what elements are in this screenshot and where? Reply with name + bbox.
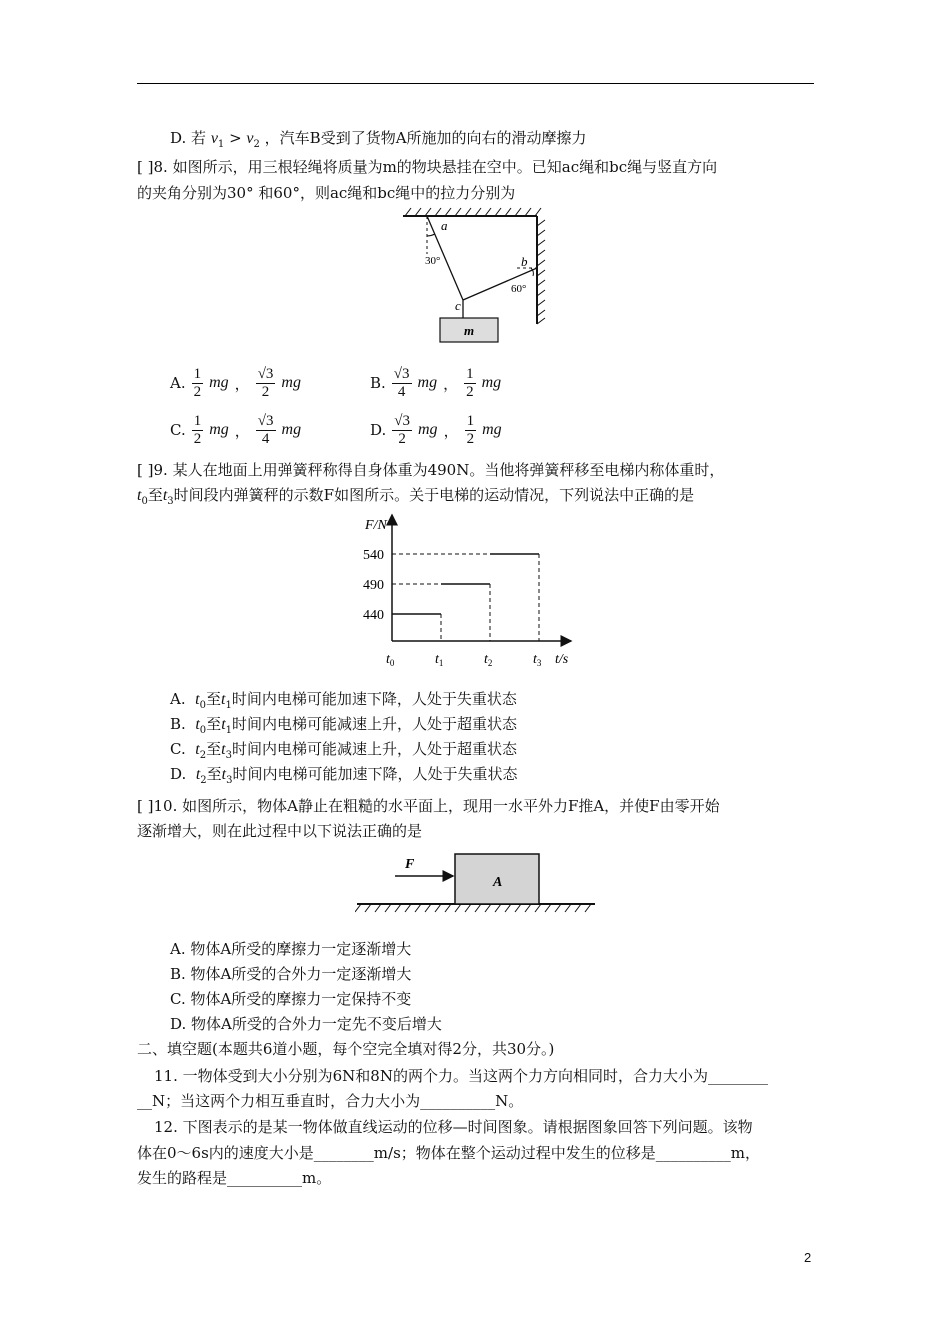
t-sub: 2 <box>200 775 207 786</box>
q8-rope-figure <box>395 206 555 348</box>
option-letter: C. <box>170 740 186 758</box>
page-number: 2 <box>804 1250 812 1265</box>
numerator: √3 <box>393 365 410 382</box>
wall-hatch <box>537 220 545 324</box>
q10-option-b[interactable]: B. 物体A所受的合外力一定逐渐增大 <box>170 965 412 983</box>
mg-term: mg <box>417 374 438 391</box>
q9-option-d[interactable]: D. $t_2$至$t_3$时间内电梯可能加速下降，人处于失重状态 <box>170 765 518 786</box>
q10-option-c[interactable]: C. 物体A所受的摩擦力一定保持不变 <box>170 990 412 1008</box>
option-text: 时间内电梯可能加速下降，人处于失重状态 <box>232 765 518 783</box>
x-tick-label: $t_3$ <box>533 652 542 668</box>
denominator: 2 <box>261 383 270 400</box>
fraction <box>465 413 477 448</box>
force-label: F <box>405 857 415 872</box>
option-letter: C. <box>170 421 186 439</box>
v1-symbol: v <box>210 130 218 147</box>
t-sub: 3 <box>226 775 233 786</box>
q10-answer-bracket[interactable]: [ ] <box>137 797 154 815</box>
numerator: 1 <box>193 365 202 382</box>
t-symbol: t <box>195 716 200 733</box>
fraction <box>464 366 476 401</box>
mg-term: mg <box>209 421 229 438</box>
mg-term: mg <box>281 421 302 438</box>
denominator: 4 <box>397 383 406 400</box>
fraction <box>192 366 204 401</box>
q9-stem-line1 <box>137 460 724 480</box>
denominator: 2 <box>193 383 202 400</box>
point-b-label: b <box>521 254 528 269</box>
q7-option-d-prefix: D. 若 <box>170 129 207 147</box>
q8-option-d[interactable] <box>370 408 502 452</box>
t-symbol: t <box>221 766 227 783</box>
gt-sign: > <box>224 129 247 147</box>
denominator: 4 <box>261 430 270 447</box>
q10-stem-line1 <box>137 796 720 816</box>
fraction <box>392 366 412 401</box>
block-a-label: A <box>493 875 503 890</box>
y-tick-label: 540 <box>363 548 384 563</box>
q8-option-c[interactable] <box>170 408 301 452</box>
q8-line1-text: 8. 如图所示，用三根轻绳将质量为m的物块悬挂在空中。已知ac绳和bc绳与竖直方向 <box>153 158 718 176</box>
x-tick-label: $t_1$ <box>435 652 444 668</box>
q9-option-a[interactable]: A. $t_0$至$t_1$时间内电梯可能加速下降，人处于失重状态 <box>170 690 517 711</box>
numerator: √3 <box>257 365 274 382</box>
q9-line2-mid: 至 <box>147 486 163 504</box>
mass-label: m <box>463 323 475 338</box>
q8-option-a[interactable] <box>170 361 301 405</box>
t-sub: 1 <box>225 700 232 711</box>
t-symbol: t <box>195 766 201 783</box>
mg-term: mg <box>481 374 502 391</box>
t-symbol: t <box>221 741 226 758</box>
q12-line3: 发生的路程是__________m。 <box>137 1169 332 1187</box>
t-sub: 0 <box>199 700 206 711</box>
angle-arc-a <box>427 234 435 236</box>
y-axis-label: F/N <box>365 518 387 533</box>
option-text: 时间内电梯可能减速上升，人处于超重状态 <box>232 715 518 733</box>
y-tick-label: 440 <box>363 608 384 623</box>
separator: ， <box>234 421 250 440</box>
fraction <box>392 413 412 448</box>
t-symbol: t <box>195 691 200 708</box>
option-text: 时间内电梯可能减速上升，人处于超重状态 <box>231 740 517 758</box>
separator: ， <box>443 421 459 440</box>
option-letter: D. <box>370 421 387 439</box>
numerator: 1 <box>466 365 474 382</box>
point-c-label: c <box>455 298 461 313</box>
denominator: 2 <box>398 430 406 447</box>
mg-term: mg <box>482 421 502 438</box>
q7-option-d <box>170 128 587 155</box>
section2-heading: 二、填空题(本题共6道小题，每个空完全填对得2分，共30分。) <box>137 1040 555 1058</box>
t-symbol: t <box>221 691 226 708</box>
fraction <box>192 413 204 448</box>
x-tick-label: $t_2$ <box>484 652 493 668</box>
q12-line2: 体在0～6s内的速度大小是________m/s；物体在整个运动过程中发生的位移是__________m， <box>137 1144 760 1162</box>
q9-line2-rest: 时间段内弹簧秤的示数F如图所示。关于电梯的运动情况，下列说法中正确的是 <box>173 486 695 504</box>
q8-stem-line1 <box>137 157 717 177</box>
q10-stem-line2: 逐渐增大，则在此过程中以下说法正确的是 <box>137 822 423 840</box>
q10-option-a[interactable]: A. 物体A所受的摩擦力一定逐渐增大 <box>170 940 412 958</box>
denominator: 2 <box>466 383 474 400</box>
fraction <box>256 413 276 448</box>
t-symbol: t <box>221 716 226 733</box>
numerator: √3 <box>257 412 274 429</box>
y-tick-label: 490 <box>363 578 384 593</box>
denominator: 2 <box>193 430 202 447</box>
mg-term: mg <box>209 374 229 391</box>
ceiling-hatch <box>405 208 541 216</box>
q11-line1: 11. 一物体受到大小分别为6N和8N的两个力。当这两个力方向相同时，合力大小为________ <box>154 1067 768 1085</box>
q8-stem-line2: 的夹角分别为30° 和60°，则ac绳和bc绳中的拉力分别为 <box>137 184 516 202</box>
x-axis-label: t/s <box>555 652 569 667</box>
t0-sub: 0 <box>141 496 148 507</box>
v1-sub: 1 <box>217 139 225 150</box>
v2-sub: 2 <box>253 139 260 150</box>
fraction <box>256 366 276 401</box>
angle-30-label: 30° <box>425 255 441 267</box>
option-letter: A. <box>170 690 186 708</box>
v2-symbol: v <box>246 130 254 147</box>
q12-line1: 12. 下图表示的是某一物体做直线运动的位移—时间图象。请根据图象回答下列问题。该物 <box>154 1118 753 1136</box>
q9-option-c[interactable]: C. $t_2$至$t_3$时间内电梯可能减速上升，人处于超重状态 <box>170 740 517 761</box>
angle-60-label: 60° <box>511 283 527 295</box>
mg-term: mg <box>418 421 438 438</box>
ground-hatch <box>355 904 591 912</box>
point-a-label: a <box>441 218 448 233</box>
option-letter: A. <box>170 374 186 392</box>
t-sub: 1 <box>225 725 233 736</box>
separator: ， <box>443 374 459 393</box>
chart-marks <box>363 548 542 668</box>
option-text: 时间内电梯可能加速下降，人处于失重状态 <box>231 690 517 708</box>
option-letter: B. <box>170 715 186 733</box>
q9-option-b[interactable]: B. $t_0$至$t_1$时间内电梯可能减速上升，人处于超重状态 <box>170 715 518 736</box>
header-rule <box>137 83 814 84</box>
q9-answer-bracket[interactable]: [ ] <box>137 461 154 479</box>
q11-line2: __N；当这两个力相互垂直时，合力大小为__________N。 <box>137 1092 524 1110</box>
t-sub: 0 <box>199 725 207 736</box>
numerator: √3 <box>394 412 410 429</box>
denominator: 2 <box>466 430 475 447</box>
separator: ， <box>234 374 250 393</box>
t3-symbol: t <box>162 487 168 504</box>
t-symbol: t <box>195 741 200 758</box>
q10-option-d[interactable]: D. 物体A所受的合外力一定先不变后增大 <box>170 1015 442 1033</box>
t-sub: 3 <box>225 750 232 761</box>
q10-line1-text: 10. 如图所示，物体A静止在粗糙的水平面上，现用一水平外力F推A，并使F由零开始 <box>153 797 720 815</box>
q10-push-figure <box>355 850 600 915</box>
q7-option-d-text: ，汽车B受到了货物A所施加的向右的滑动摩擦力 <box>264 129 587 147</box>
t-sub: 2 <box>199 750 207 761</box>
q8-option-b[interactable] <box>370 361 501 405</box>
q8-answer-bracket[interactable]: [ ] <box>137 158 154 176</box>
t0-symbol: t <box>137 487 142 504</box>
mg-term: mg <box>281 374 301 391</box>
x-tick-label: $t_0$ <box>386 652 395 668</box>
q9-force-time-chart <box>345 505 585 675</box>
numerator: 1 <box>466 412 475 429</box>
t3-sub: 3 <box>167 496 174 507</box>
q9-line1-text: 9. 某人在地面上用弹簧秤称得自身体重为490N。当他将弹簧秤移至电梯内称体重时， <box>153 461 725 479</box>
numerator: 1 <box>193 412 202 429</box>
option-letter: D. <box>170 765 187 783</box>
option-letter: B. <box>370 374 386 392</box>
